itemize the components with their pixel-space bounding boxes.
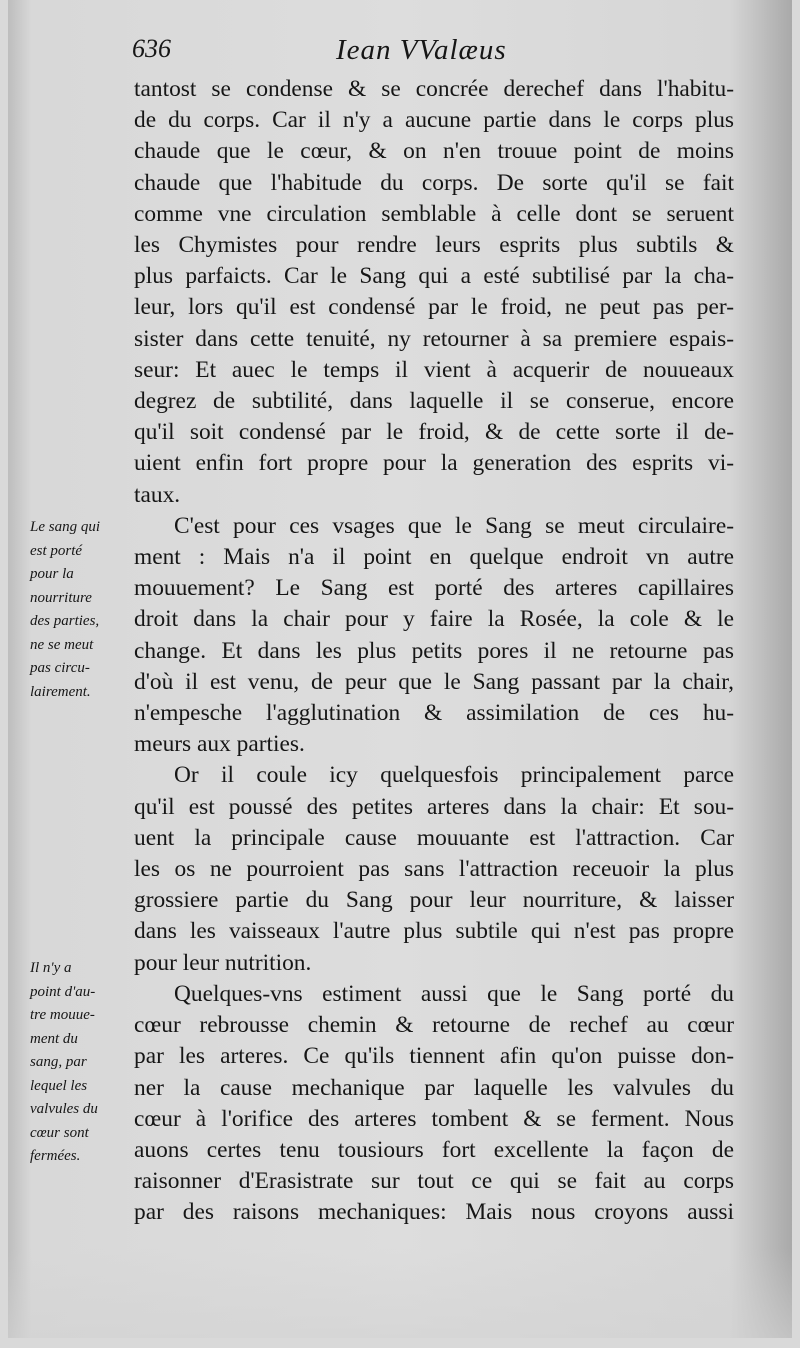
text-line: d'où il est venu, de peur que le Sang passant par la chair,: [134, 668, 734, 695]
text-line: n'empesche l'agglutination & assimilation de ces hu-: [134, 700, 734, 727]
text-line: les Chymistes pour rendre leurs esprits plus subtils &: [134, 232, 734, 259]
text-line: uient enfin fort propre pour la generation des esprits vi-: [134, 450, 734, 477]
book-page: [8, 0, 792, 1338]
margin-note-line: fermées.: [30, 1148, 81, 1164]
text-line: auons certes tenu tousiours fort excellente la façon de: [134, 1136, 734, 1163]
text-line: Quelques-vns estiment aussi que le Sang porté du: [174, 980, 734, 1007]
text-line: change. Et dans les plus petits pores il ne retourne pas: [134, 637, 734, 664]
text-line: de du corps. Car il n'y a aucune partie dans le corps plus: [134, 107, 734, 134]
text-line: qu'il est poussé des petites arteres dans la chair: Et sou-: [134, 793, 734, 820]
text-line: par les arteres. Ce qu'ils tiennent afin qu'on puisse don-: [134, 1043, 734, 1070]
text-line: ner la cause mechanique par laquelle les valvules du: [134, 1074, 734, 1101]
text-line: par des raisons mechaniques: Mais nous croyons aussi: [134, 1199, 734, 1226]
paragraph-3: [134, 760, 734, 978]
margin-note-line: valvules du: [30, 1101, 98, 1117]
text-line: chaude que l'habitude du corps. De sorte qu'il se fait: [134, 169, 734, 196]
text-line: seur: Et auec le temps il vient à acquerir de nouueaux: [134, 356, 734, 383]
text-line: grossiere partie du Sang pour leur nourriture, & laisser: [134, 887, 734, 914]
text-line: cœur à l'orifice des arteres tombent & se ferment. Nous: [134, 1105, 734, 1132]
text-line: uent la principale cause mouuante est l'attraction. Car: [134, 824, 734, 851]
margin-note-line: pour la: [30, 566, 74, 582]
text-line: ment : Mais n'a il point en quelque endroit vn autre: [134, 544, 734, 571]
margin-note-line: ment du: [30, 1030, 78, 1047]
text-line: leur, lors qu'il est condensé par le froid, ne peut pas per-: [134, 294, 734, 321]
text-line: tantost se condense & se concrée derechef dans l'habitu-: [134, 76, 734, 102]
margin-note-line: nourriture: [30, 589, 92, 606]
text-line: meurs aux parties.: [134, 731, 305, 758]
margin-note-line: point d'au-: [30, 983, 96, 1000]
margin-note-line: des parties,: [30, 613, 100, 629]
text-line: Or il coule icy quelquesfois principalement parce: [174, 762, 734, 789]
text-line: taux.: [134, 481, 181, 508]
margin-note: [30, 516, 138, 704]
running-head: Iean VValæus: [336, 34, 507, 66]
text-line: sister dans cette tenuité, ny retourner à sa premiere espais-: [134, 325, 734, 352]
text-line: raisonner d'Erasistrate sur tout ce qui se fait au corps: [134, 1168, 734, 1195]
paragraph-1: [134, 74, 734, 511]
text-line: mouuement? Le Sang est porté des arteres capillaires: [134, 575, 734, 602]
text-line: cœur rebrousse chemin & retourne de rechef au cœur: [134, 1012, 734, 1039]
margin-note-line: lequel les: [30, 1077, 88, 1094]
text-line: les os ne pourroient pas sans l'attraction receuoir la plus: [134, 856, 734, 883]
main-text: [134, 74, 734, 1229]
margin-note-line: pas circu-: [30, 660, 90, 676]
margin-note-line: Le sang qui: [30, 519, 101, 535]
text-line: qu'il soit condensé par le froid, & de cette sorte il de-: [134, 419, 734, 446]
paragraph-2: [134, 511, 734, 761]
page-number: 636: [132, 34, 171, 63]
text-line: chaude que le cœur, & on n'en trouue point de moins: [134, 138, 734, 165]
page-shadow: [8, 1248, 792, 1338]
text-line: pour leur nutrition.: [134, 949, 312, 976]
text-line: C'est pour ces vsages que le Sang se meut circulaire-: [174, 512, 734, 539]
text-line: droit dans la chair pour y faire la Rosée, la cole & le: [134, 606, 734, 633]
page-header: [132, 34, 732, 70]
text-line: plus parfaicts. Car le Sang qui a esté subtilisé par la cha-: [134, 263, 734, 290]
margin-note-line: ne se meut: [30, 636, 94, 653]
margin-note-line: cœur sont: [30, 1124, 89, 1141]
margin-note-line: lairement.: [30, 683, 91, 700]
margin-note: [30, 957, 138, 1169]
margin-note-line: est porté: [30, 542, 83, 559]
text-line: dans les vaisseaux l'autre plus subtile qui n'est pas propre: [134, 918, 734, 945]
margin-note-line: sang, par: [30, 1054, 87, 1070]
text-line: degrez de subtilité, dans laquelle il se conserue, encore: [134, 388, 734, 415]
margin-note-line: tre mouue-: [30, 1007, 95, 1023]
margin-note-line: Il n'y a: [30, 960, 72, 976]
paragraph-4: [134, 979, 734, 1229]
text-line: comme vne circulation semblable à celle dont se seruent: [134, 200, 734, 227]
